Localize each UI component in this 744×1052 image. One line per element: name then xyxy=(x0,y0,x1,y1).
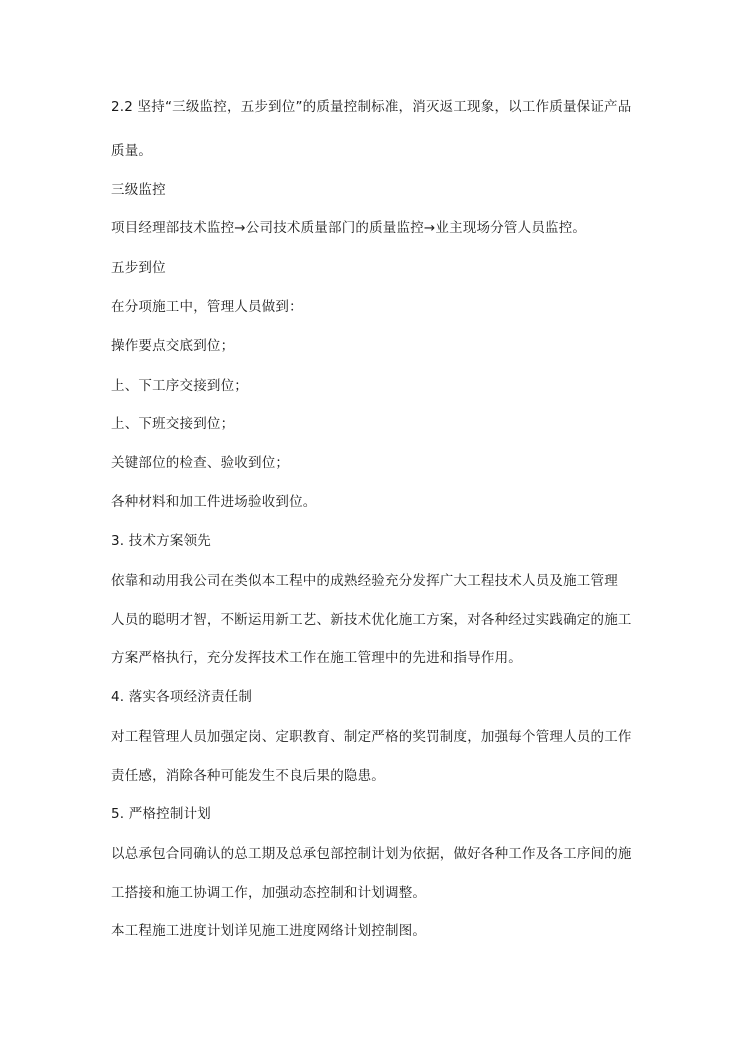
heading-five-steps: 五步到位 xyxy=(111,260,166,276)
paragraph-schedule-reference: 本工程施工进度计划详见施工进度网络计划控制图。 xyxy=(111,923,427,939)
list-item-step-2: 上、下工序交接到位； xyxy=(111,378,248,394)
heading-section-3: 3. 技术方案领先 xyxy=(111,533,211,549)
list-item-step-5: 各种材料和加工件进场验收到位。 xyxy=(111,494,317,510)
paragraph-section-5-line-1: 以总承包合同确认的总工期及总承包部控制计划为依据，做好各种工作及各工序间的施 xyxy=(111,846,632,862)
text-line-managers-do: 在分项施工中，管理人员做到： xyxy=(111,299,303,315)
heading-section-5: 5. 严格控制计划 xyxy=(111,806,211,822)
paragraph-section-5-line-2: 工搭接和施工协调工作，加强动态控制和计划调整。 xyxy=(111,885,427,901)
paragraph-section-3-line-2: 人员的聪明才智，不断运用新工艺、新技术优化施工方案，对各种经过实践确定的施工 xyxy=(111,612,632,628)
list-item-step-3: 上、下班交接到位； xyxy=(111,416,235,432)
list-item-step-1: 操作要点交底到位； xyxy=(111,338,235,354)
heading-section-4: 4. 落实各项经济责任制 xyxy=(111,689,253,705)
heading-three-level-monitoring: 三级监控 xyxy=(111,182,166,198)
list-item-step-4: 关键部位的检查、验收到位； xyxy=(111,455,290,471)
paragraph-section-3-line-1: 依靠和动用我公司在类似本工程中的成熟经验充分发挥广大工程技术人员及施工管理 xyxy=(111,573,618,589)
paragraph-section-3-line-3: 方案严格执行，充分发挥技术工作在施工管理中的先进和指导作用。 xyxy=(111,650,522,666)
text-line-monitoring-chain: 项目经理部技术监控→公司技术质量部门的质量监控→业主现场分管人员监控。 xyxy=(111,220,587,236)
paragraph-section-4-line-2: 责任感，消除各种可能发生不良后果的隐患。 xyxy=(111,768,385,784)
text-line-quality-standard: 2.2 坚持“三级监控，五步到位”的质量控制标准，消灭返工现象，以工作质量保证产品 xyxy=(111,99,632,115)
paragraph-section-4-line-1: 对工程管理人员加强定岗、定职教育、制定严格的奖罚制度，加强每个管理人员的工作 xyxy=(111,729,632,745)
text-line-quality-cont: 质量。 xyxy=(111,143,153,159)
